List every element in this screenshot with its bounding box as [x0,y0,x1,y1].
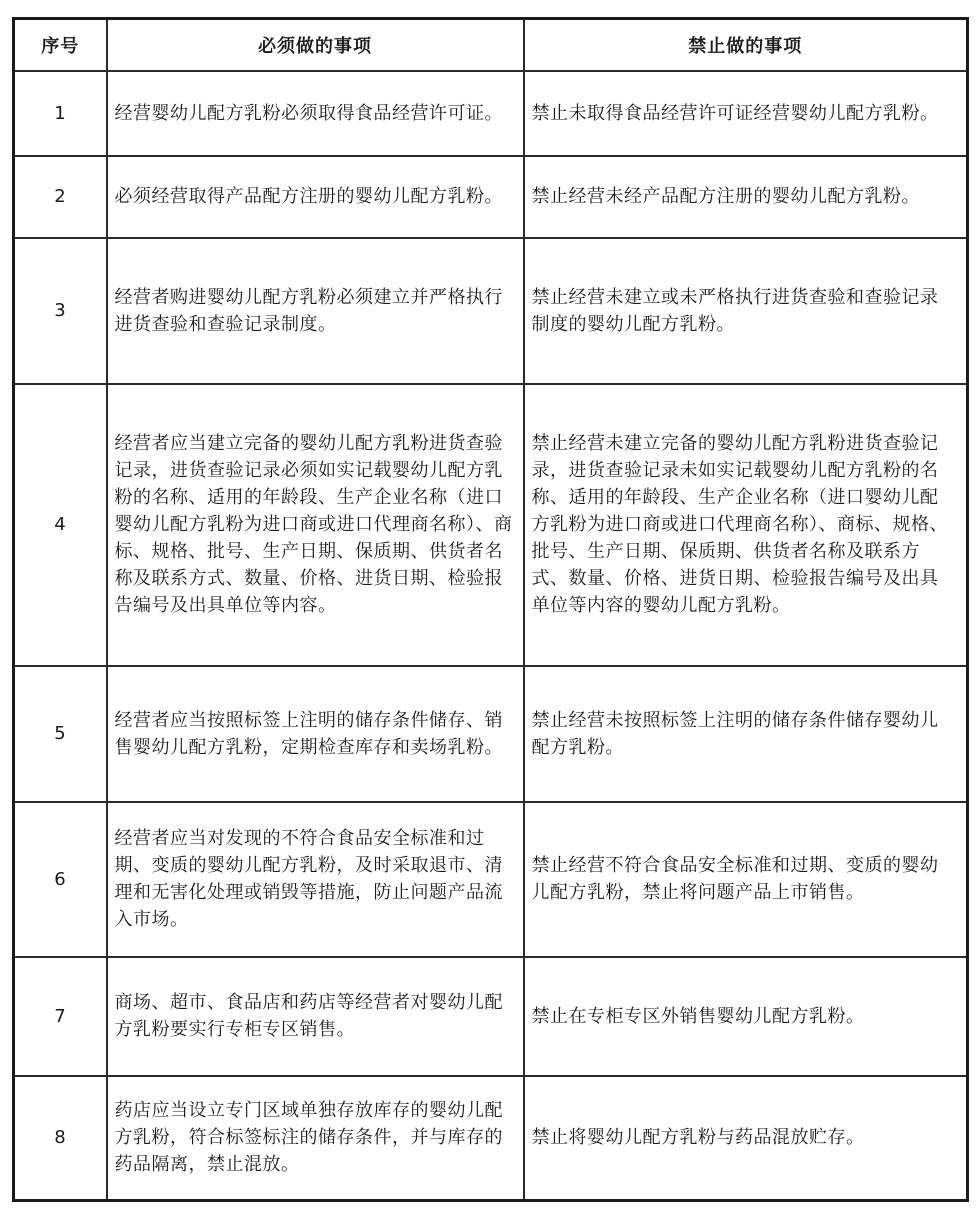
table-row [14,156,968,238]
row-no: 7 [14,957,107,1076]
row-ban: 禁止未取得食品经营许可证经营婴幼儿配方乳粉。 [524,71,968,156]
row-no: 6 [14,802,107,957]
header-must: 必须做的事项 [107,19,524,71]
row-ban: 禁止经营未经产品配方注册的婴幼儿配方乳粉。 [524,156,968,238]
row-must: 经营者应当按照标签上注明的储存条件储存、销售婴幼儿配方乳粉，定期检查库存和卖场乳粉。 [107,666,524,802]
table-row [14,957,968,1076]
table-row [14,71,968,156]
row-must: 必须经营取得产品配方注册的婴幼儿配方乳粉。 [107,156,524,238]
row-no: 5 [14,666,107,802]
table-header-row [14,19,968,71]
row-no: 4 [14,384,107,666]
row-must: 经营者应当建立完备的婴幼儿配方乳粉进货查验记录，进货查验记录必须如实记载婴幼儿配方乳粉的名称、适用的年龄段、生产企业名称（进口婴幼儿配方乳粉为进口商或进口代理商名称）、商标、规格、批号、生产日期、保质期、供货者名称及联系方式、数量、价格、进货日期、检验报告编号及出具单位等内容。 [107,384,524,666]
table-row [14,384,968,666]
row-ban: 禁止在专柜专区外销售婴幼儿配方乳粉。 [524,957,968,1076]
table-row [14,238,968,384]
row-must: 经营者应当对发现的不符合食品安全标准和过期、变质的婴幼儿配方乳粉，及时采取退市、清理和无害化处理或销毁等措施，防止问题产品流入市场。 [107,802,524,957]
row-must: 经营婴幼儿配方乳粉必须取得食品经营许可证。 [107,71,524,156]
row-ban: 禁止经营未建立或未严格执行进货查验和查验记录制度的婴幼儿配方乳粉。 [524,238,968,384]
row-must: 药店应当设立专门区域单独存放库存的婴幼儿配方乳粉，符合标签标注的储存条件，并与库存的药品隔离，禁止混放。 [107,1076,524,1201]
row-no: 3 [14,238,107,384]
row-no: 2 [14,156,107,238]
row-ban: 禁止经营未按照标签上注明的储存条件储存婴幼儿配方乳粉。 [524,666,968,802]
header-no: 序号 [14,19,107,71]
row-no: 8 [14,1076,107,1201]
regulation-table [12,17,969,1202]
row-must: 经营者购进婴幼儿配方乳粉必须建立并严格执行进货查验和查验记录制度。 [107,238,524,384]
row-no: 1 [14,71,107,156]
header-ban: 禁止做的事项 [524,19,968,71]
row-ban: 禁止将婴幼儿配方乳粉与药品混放贮存。 [524,1076,968,1201]
table-row [14,1076,968,1201]
table-row [14,802,968,957]
table-row [14,666,968,802]
row-ban: 禁止经营未建立完备的婴幼儿配方乳粉进货查验记录，进货查验记录未如实记载婴幼儿配方乳粉的名称、适用的年龄段、生产企业名称（进口婴幼儿配方乳粉为进口商或进口代理商名称）、商标、规格、批号、生产日期、保质期、供货者名称及联系方式、数量、价格、进货日期、检验报告编号及出具单位等内容的婴幼儿配方乳粉。 [524,384,968,666]
row-must: 商场、超市、食品店和药店等经营者对婴幼儿配方乳粉要实行专柜专区销售。 [107,957,524,1076]
row-ban: 禁止经营不符合食品安全标准和过期、变质的婴幼儿配方乳粉，禁止将问题产品上市销售。 [524,802,968,957]
regulation-table-container [12,17,966,1202]
